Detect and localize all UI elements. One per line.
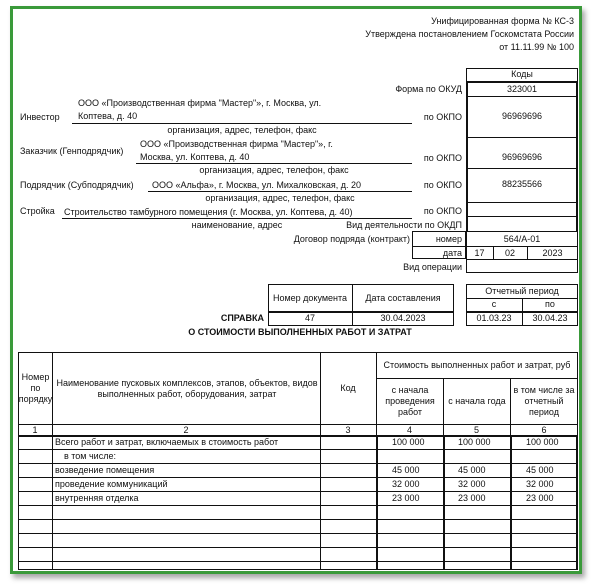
row-2-year: 45 000 <box>458 465 486 475</box>
col-year-header: с начала года <box>448 396 506 406</box>
operation-label: Вид операции <box>403 262 462 272</box>
customer-line1: ООО «Производственная фирма "Мастер"», г. <box>140 139 333 149</box>
customer-caption: организация, адрес, телефон, факс <box>199 165 349 175</box>
site-caption: наименование, адрес <box>191 220 283 230</box>
site-label: Стройка <box>20 206 55 216</box>
col-number-3: 3 <box>345 425 351 435</box>
row-3-name: проведение коммуникаций <box>55 479 168 489</box>
investor-line2: Коптева, д. 40 <box>78 111 138 121</box>
row-0-year: 100 000 <box>458 437 491 447</box>
row-2-start: 45 000 <box>392 465 420 475</box>
row-3-period: 32 000 <box>526 479 554 489</box>
customer-okpo-label: по ОКПО <box>423 153 462 163</box>
spravka-label: СПРАВКА <box>220 313 264 323</box>
contract-date-label: дата <box>442 248 462 258</box>
row-4-year: 23 000 <box>458 493 486 503</box>
row-0-name: Всего работ и затрат, включаемых в стоимость работ <box>55 437 279 447</box>
period-to-label: по <box>545 299 555 309</box>
customer-label: Заказчик (Генподрядчик) <box>20 146 124 156</box>
investor-okpo-label: по ОКПО <box>423 112 462 122</box>
period-from: 01.03.23 <box>476 313 512 323</box>
approval-date: от 11.11.99 № 100 <box>499 42 574 52</box>
site-value: Строительство тамбурного помещения (г. Москва, ул. Коптева, д. 40) <box>64 207 353 217</box>
row-3-start: 32 000 <box>392 479 420 489</box>
codes-title: Коды <box>511 69 533 79</box>
contract-month: 02 <box>504 248 515 258</box>
doc-date: 30.04.2023 <box>380 313 426 323</box>
investor-line1: ООО «Производственная фирма "Мастер"», г. Москва, ул. <box>78 98 322 108</box>
doc-date-header: Дата составления <box>365 292 441 303</box>
col-name-header: Наименование пусковых комплексов, этапов, объектов, видов выполненных работ, оборудования, затрат <box>56 377 318 399</box>
row-3-year: 32 000 <box>458 479 486 489</box>
contract-number: 564/А-01 <box>503 234 541 244</box>
col-code-header: Код <box>340 383 356 393</box>
col-period-header: в том числе за отчетный период <box>513 385 575 417</box>
form-name: Унифицированная форма № КС-3 <box>431 16 574 26</box>
row-2-period: 45 000 <box>526 465 554 475</box>
period-to: 30.04.23 <box>532 313 568 323</box>
row-0-period: 100 000 <box>526 437 559 447</box>
contractor-okpo-label: по ОКПО <box>423 180 462 190</box>
customer-line2: Москва, ул. Коптева, д. 40 <box>140 152 250 162</box>
col-number-2: 2 <box>183 425 189 435</box>
contractor-label: Подрядчик (Субподрядчик) <box>20 180 134 190</box>
col-num-header: Номер по порядку <box>18 372 53 404</box>
row-1-name: в том числе: <box>64 451 116 461</box>
doc-number: 47 <box>304 313 315 323</box>
col-cost-header: Стоимость выполненных работ и затрат, руб <box>383 360 571 370</box>
col-start-header: с начала проведения работ <box>385 385 435 417</box>
contractor-okpo: 88235566 <box>501 179 543 189</box>
contract-day: 17 <box>474 248 485 258</box>
approval-text: Утверждена постановлением Госкомстата России <box>365 29 574 39</box>
col-number-6: 6 <box>541 425 547 435</box>
col-number-5: 5 <box>473 425 479 435</box>
period-from-label: с <box>491 299 497 309</box>
okud-label: Форма по ОКУД <box>395 84 462 94</box>
row-0-start: 100 000 <box>392 437 425 447</box>
investor-caption: организация, адрес, телефон, факс <box>167 125 317 135</box>
investor-label: Инвестор <box>20 112 60 122</box>
contract-year: 2023 <box>542 248 563 258</box>
okdp-label: Вид деятельности по ОКДП <box>346 220 462 230</box>
row-4-period: 23 000 <box>526 493 554 503</box>
investor-okpo: 96969696 <box>501 111 543 121</box>
col-number-4: 4 <box>406 425 412 435</box>
row-4-start: 23 000 <box>392 493 420 503</box>
doc-number-header: Номер документа <box>272 292 348 303</box>
contractor-value: ООО «Альфа», г. Москва, ул. Михалковская, д. 20 <box>152 180 362 190</box>
contractor-caption: организация, адрес, телефон, факс <box>205 193 355 203</box>
period-header: Отчетный период <box>485 286 559 296</box>
row-4-name: внутренняя отделка <box>55 493 139 503</box>
col-number-1: 1 <box>32 425 38 435</box>
okud-value: 323001 <box>506 84 538 94</box>
customer-okpo: 96969696 <box>501 152 543 162</box>
contract-number-label: номер <box>435 234 462 244</box>
contract-label: Договор подряда (контракт) <box>293 234 410 244</box>
row-2-name: возведение помещения <box>55 465 155 475</box>
site-okpo-label: по ОКПО <box>423 206 462 216</box>
spravka-subtitle: О СТОИМОСТИ ВЫПОЛНЕННЫХ РАБОТ И ЗАТРАТ <box>188 327 412 337</box>
